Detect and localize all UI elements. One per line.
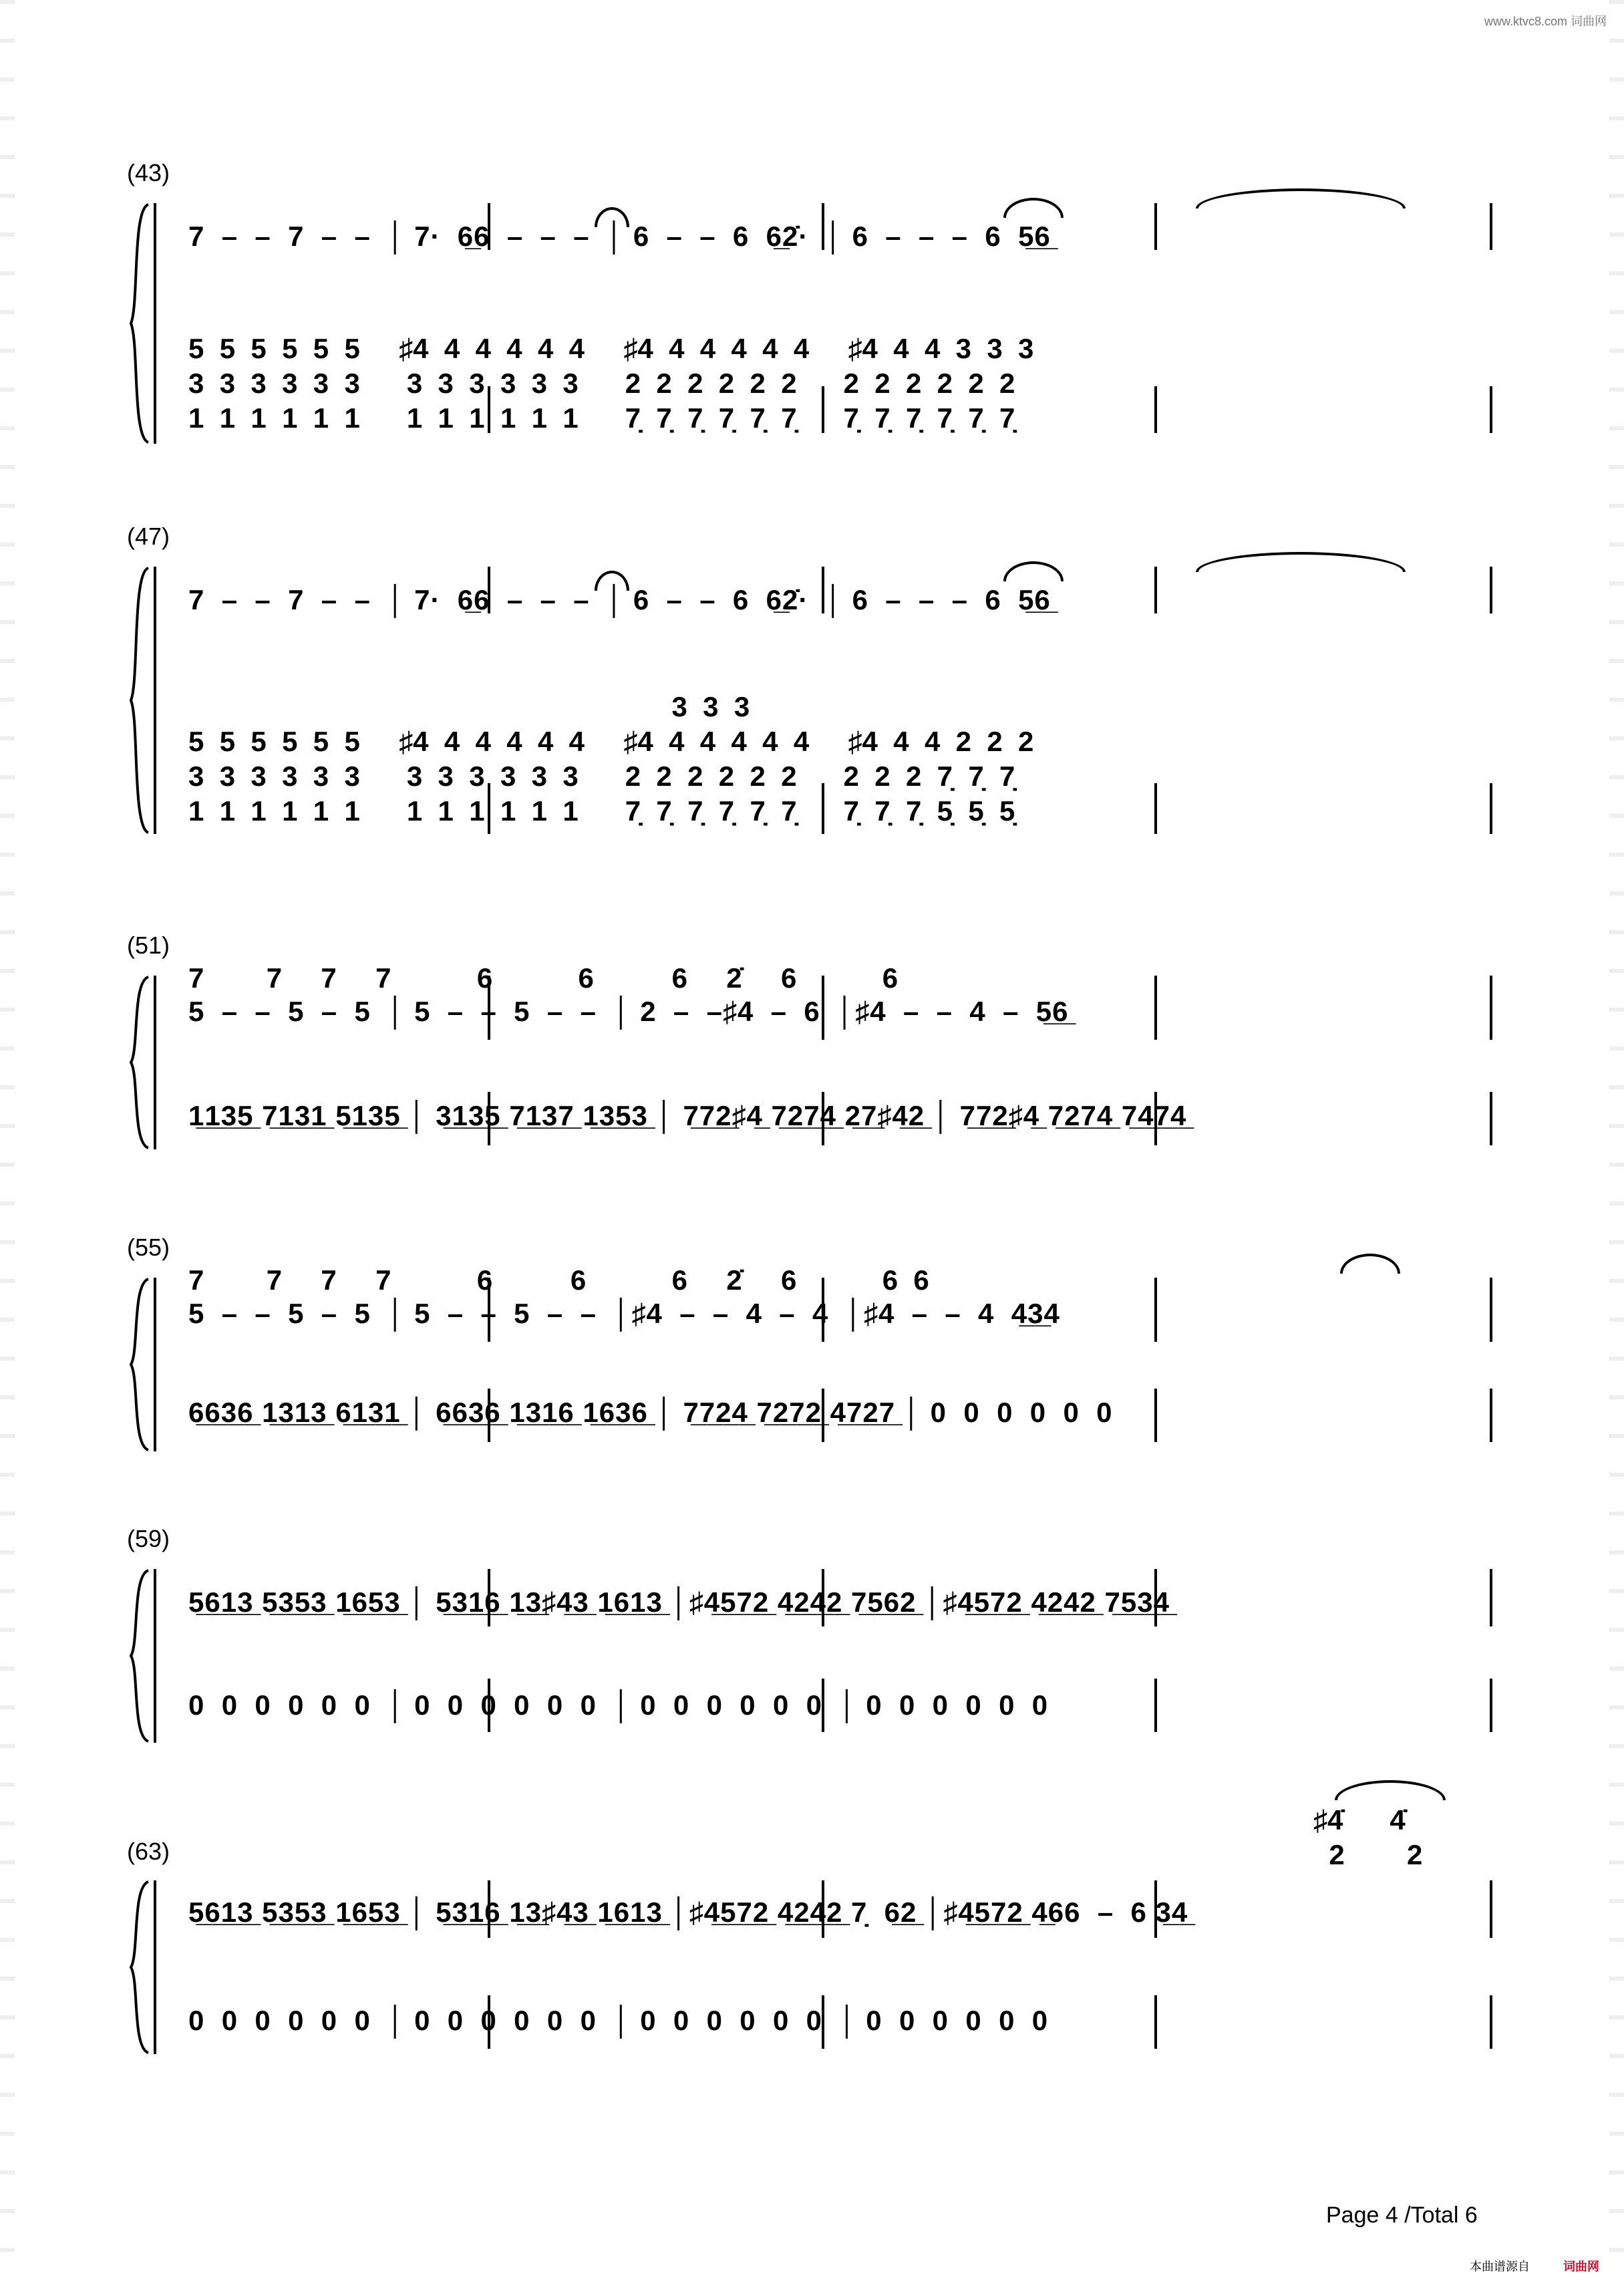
chord-row-middle: 3 3 3 3 3 3 3 3 3 3 3 3 2 2 2 2 2 2 2 2 2 2 2 2 xyxy=(188,368,1015,399)
melody-line: 5 – – 5 – 5 │ 5 – – 5 – – │ 2 – –♯4 – 6 │♯4 – – 4 – 5̲6̲ xyxy=(188,996,1069,1027)
system-43 xyxy=(127,159,1496,453)
tie xyxy=(1003,198,1064,218)
bass-line: 0 0 0 0 0 0 │ 0 0 0 0 0 0 │ 0 0 0 0 0 0 │ 0 0 0 0 0 0 xyxy=(188,1689,1049,1721)
system-line xyxy=(154,1880,156,2054)
chord-row-4: 1 1 1 1 1 1 1 1 1 1 1 1 7̣ 7̣ 7̣ 7̣ 7̣ 7̣ 7̣ 7̣ 7̣ 5̣ 5̣ 5̣ xyxy=(188,795,1015,827)
chord-row-top: 5 5 5 5 5 5 ♯4 4 4 4 4 4 ♯4 4 4 4 4 4 ♯4 4 4 3 3 3 xyxy=(188,333,1034,364)
page-indicator: Page 4 /Total 6 xyxy=(1326,2202,1478,2228)
system-63 xyxy=(127,1780,1496,2074)
measure-number: (55) xyxy=(127,1234,170,1261)
system-line xyxy=(154,976,156,1149)
right-edge-pattern xyxy=(1609,0,1624,2284)
grand-staff-brace xyxy=(130,976,150,1149)
chord-row-2: 5 5 5 5 5 5 ♯4 4 4 4 4 4 ♯4 4 4 4 4 4 ♯4 4 4 2 2 2 xyxy=(188,726,1034,757)
melody-line: 5 – – 5 – 5 │ 5 – – 5 – – │♯4 – – 4 – 4 │♯4 – – 4 4̲3̲4 xyxy=(188,1298,1060,1329)
melody-line: 7 – – 7 – – │ 7· 6̲6 – – – │ 6 – – 6 6̲2̇· │ 6 – – – 6 5̲6̲ xyxy=(188,221,1051,252)
melody-line: 7 – – 7 – – │ 7· 6̲6 – – – │ 6 – – 6 6̲2̇· │ 6 – – – 6 5̲6̲ xyxy=(188,584,1051,615)
system-59 xyxy=(127,1525,1496,1752)
chord-row-3: 3 3 3 3 3 3 3 3 3 3 3 3 2 2 2 2 2 2 2 2 2 7̣ 7̣ 7̣ xyxy=(188,760,1015,792)
system-line xyxy=(154,567,156,834)
system-51 xyxy=(127,932,1496,1159)
melody-line: 5̲6̲1̲3̲ 5̲3̲5̲3̲ 1̲6̲5̲3̲ │ 5̲3̲1̲6̲ 1̲3̲♯4̲3̲ 1̲6̲1̲3̲ │♯4̲5̲7̲2̲ 4̲2̲4̲2̲ 7̣ 6̲2̲ │♯4̲5̲7̲2̲ 4̲66 – 6 3̲4̲ xyxy=(188,1896,1188,1928)
system-line xyxy=(154,203,156,444)
measure-number: (59) xyxy=(127,1525,170,1552)
grand-staff-brace xyxy=(130,567,150,834)
grand-staff-brace xyxy=(130,203,150,444)
melody-upper-voice: 7 7 7 7 6 6 6 2̇ 6 6 6 xyxy=(188,1264,929,1296)
grand-staff-brace xyxy=(130,1880,150,2054)
system-line xyxy=(154,1569,156,1743)
bass-line: 1̲1̲3̲5̲ 7̲1̲3̲1̲ 5̲1̲3̲5̲ │ 3̲1̲3̲5̲ 7̲1̲3̲7̲ 1̲3̲5̲3̲ │ 7̲7̲2̲♯4̲ 7̲2̲7̲4̲ 2̲7̲♯4̲2̲ │ 7̲7̲2̲♯4̲ 7̲2̲7̲4̲ 7̲4̲7̲4̲ xyxy=(188,1100,1187,1131)
measure-number: (51) xyxy=(127,932,170,959)
grand-staff-brace xyxy=(130,1569,150,1743)
measure-number: (43) xyxy=(127,159,170,186)
measure-number: (47) xyxy=(127,523,170,550)
measure-number: (63) xyxy=(127,1838,170,1865)
system-47 xyxy=(127,523,1496,843)
brand-logo[interactable]: 词曲网 xyxy=(1563,2260,1599,2273)
grand-staff-brace xyxy=(130,1278,150,1451)
tie xyxy=(1335,1780,1446,1800)
chord-row-bottom: 1 1 1 1 1 1 1 1 1 1 1 1 7̣ 7̣ 7̣ 7̣ 7̣ 7̣ 7̣ 7̣ 7̣ 7̣ 7̣ 7̣ xyxy=(188,402,1015,434)
high-notes: ♯4̇ 4̇ 2 2 xyxy=(1313,1804,1423,1870)
melody-line: 5̲6̲1̲3̲ 5̲3̲5̲3̲ 1̲6̲5̲3̲ │ 5̲3̲1̲6̲ 1̲3̲♯4̲3̲ 1̲6̲1̲3̲ │♯4̲5̲7̲2̲ 4̲2̲4̲2̲ 7̲5̲6̲2̲ │♯4̲5̲7̲2̲ 4̲2̲4̲2̲ 7̲5̲3̲4̲ xyxy=(188,1586,1170,1618)
tie xyxy=(1003,561,1064,581)
source-label: 本曲谱源自 xyxy=(1470,2260,1530,2273)
tie xyxy=(1196,188,1406,208)
site-header[interactable]: www.ktvc8.com 词曲网 xyxy=(1484,15,1607,28)
system-line xyxy=(154,1278,156,1451)
bass-line: 0 0 0 0 0 0 │ 0 0 0 0 0 0 │ 0 0 0 0 0 0 │ 0 0 0 0 0 0 xyxy=(188,2005,1049,2036)
bass-line: 6̲6̲3̲6̲ 1̲3̲1̲3̲ 6̲1̲3̲1̲ │ 6̲6̲3̲6̲ 1̲3̲1̲6̲ 1̲6̲3̲6̲ │ 7̲7̲2̲4̲ 7̲2̲7̲2̲ 4̲7̲2̲7̲ │ 0 0 0 0 0 0 xyxy=(188,1397,1113,1428)
melody-upper-voice: 7 7 7 7 6 6 6 2̇ 6 6 xyxy=(188,962,899,994)
system-55 xyxy=(127,1234,1496,1461)
left-edge-pattern xyxy=(0,0,15,2284)
tie xyxy=(1196,552,1406,572)
chord-row-1: 3 3 3 xyxy=(188,691,750,722)
